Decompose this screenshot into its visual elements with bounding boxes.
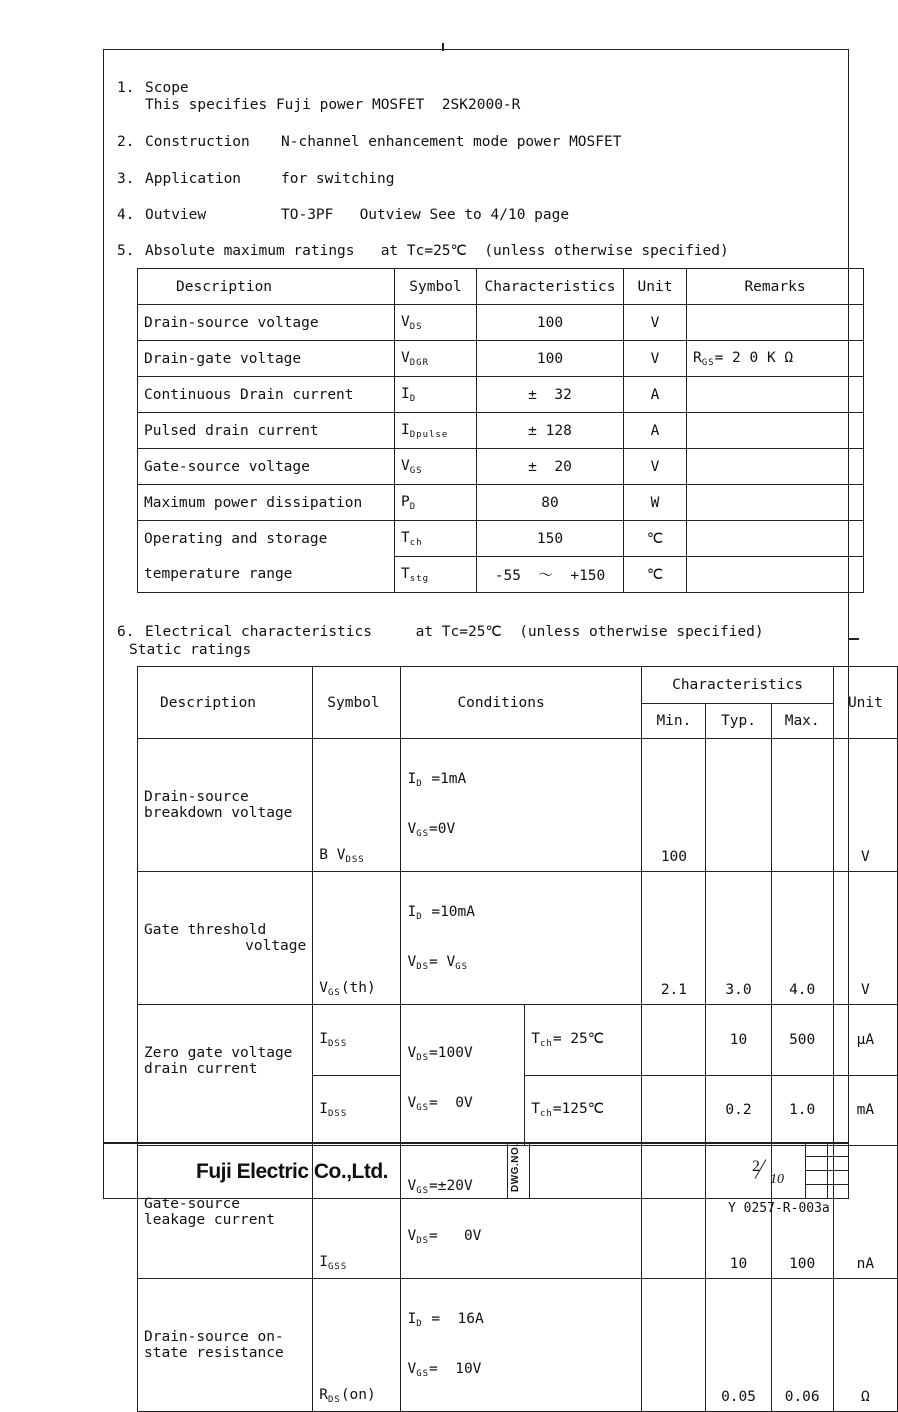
row-remarks: [687, 557, 864, 593]
section-2-title: Construction: [145, 134, 250, 150]
row-remarks: [687, 305, 864, 341]
section-3-value: for switching: [281, 171, 395, 187]
row-description: temperature range: [138, 557, 395, 593]
row-max: [771, 739, 833, 872]
table-row: [138, 557, 864, 593]
row-description: Continuous Drain current: [138, 377, 395, 413]
row-description: Maximum power dissipation: [138, 485, 395, 521]
row-symbol: $I_D$: [395, 377, 477, 413]
row-symbol: B $V_{DSS}$: [313, 739, 401, 872]
section-1-title: Scope: [145, 80, 189, 96]
table-row: [138, 739, 898, 872]
row-description: Gate-source leakage current: [138, 1146, 313, 1279]
document-reference: Y 0257-R-003a: [728, 1201, 830, 1216]
row-unit: ℃: [624, 521, 687, 557]
section-3-title: Application: [145, 171, 242, 187]
row-symbol: $P_D$: [395, 485, 477, 521]
header-min: Min.: [642, 704, 706, 739]
row-typ: 0.2: [706, 1075, 771, 1146]
row-description: Drain-gate voltage: [138, 341, 395, 377]
row-unit: nA: [833, 1146, 897, 1279]
row-value: 150: [477, 521, 624, 557]
section-2-number: 2.: [117, 134, 135, 150]
row-typ: 0.05: [706, 1279, 771, 1412]
row-description: Drain-source voltage: [138, 305, 395, 341]
row-description: Gate-source voltage: [138, 449, 395, 485]
company-name: Fuji Electric Co.,Ltd.: [196, 1160, 389, 1183]
table-row: [138, 449, 864, 485]
row-min: [642, 1075, 706, 1146]
row-description: Gate threshold voltage: [138, 872, 313, 1005]
header-symbol: Symbol: [313, 667, 401, 739]
row-conditions: $I_D =1mA$ $V_{GS}=0V$: [401, 739, 642, 872]
row-max: 1.0: [771, 1075, 833, 1146]
row-min: [642, 1005, 706, 1076]
row-temp-condition: $T_{ch}=125℃$: [525, 1075, 642, 1146]
row-conditions: $V_{GS}=\pm 20V$ $V_{DS}= 0V$: [401, 1146, 642, 1279]
header-description: Description: [138, 667, 313, 739]
page-total: 10: [770, 1172, 784, 1187]
drawing-number-label: DWG.NO.: [510, 1143, 521, 1192]
table-row: [138, 872, 898, 1005]
row-unit: mA: [833, 1075, 897, 1146]
row-unit: V: [833, 872, 897, 1005]
row-description: Pulsed drain current: [138, 413, 395, 449]
row-unit: A: [624, 377, 687, 413]
electrical-characteristics-table: [137, 666, 898, 1412]
row-symbol: $I_{GSS}$: [313, 1146, 401, 1279]
header-typ: Typ.: [706, 704, 771, 739]
header-unit: Unit: [833, 667, 897, 739]
section-6-title: Electrical characteristics at Tc=25℃ (unless otherwise specified): [145, 624, 764, 640]
row-conditions: $V_{DS}=100V$ $V_{GS}= 0V$: [401, 1005, 525, 1146]
row-min: [642, 1146, 706, 1279]
title-block-divider: [103, 1142, 849, 1144]
top-center-tick: [442, 43, 444, 51]
section-6-number: 6.: [117, 624, 135, 640]
table-row: [138, 485, 864, 521]
row-remarks: [687, 377, 864, 413]
row-unit: V: [624, 305, 687, 341]
row-value: 100: [477, 305, 624, 341]
page-number: 2: [752, 1158, 760, 1175]
row-min: 100: [642, 739, 706, 872]
right-edge-tick: [849, 638, 859, 640]
row-value: ± 20: [477, 449, 624, 485]
row-max: 4.0: [771, 872, 833, 1005]
section-5-number: 5.: [117, 243, 135, 259]
section-2-value: N-channel enhancement mode power MOSFET: [281, 134, 622, 150]
row-typ: [706, 739, 771, 872]
row-unit: A: [624, 413, 687, 449]
row-unit: μA: [833, 1005, 897, 1076]
table-header-row: [138, 667, 898, 704]
header-characteristics: Characteristics: [477, 269, 624, 305]
row-typ: 10: [706, 1005, 771, 1076]
row-value: 80: [477, 485, 624, 521]
header-conditions: Conditions: [401, 667, 642, 739]
row-symbol: $V_{DS}$: [395, 305, 477, 341]
row-symbol: $V_{GS}$: [395, 449, 477, 485]
revision-grid-line: [827, 1142, 828, 1198]
row-symbol: $R_{DS}(on)$: [313, 1279, 401, 1412]
table-row: [138, 377, 864, 413]
section-4-number: 4.: [117, 207, 135, 223]
row-value: ± 128: [477, 413, 624, 449]
table-row: [138, 413, 864, 449]
row-description: Drain-source on- state resistance: [138, 1279, 313, 1412]
row-description: Zero gate voltage drain current: [138, 1005, 313, 1146]
table-row: [138, 341, 864, 377]
header-description: Description: [138, 269, 395, 305]
row-max: 0.06: [771, 1279, 833, 1412]
row-unit: W: [624, 485, 687, 521]
row-description: Operating and storage: [138, 521, 395, 557]
row-unit: V: [833, 739, 897, 872]
section-1-text: This specifies Fuji power MOSFET 2SK2000-R: [145, 97, 521, 113]
row-remarks: [687, 485, 864, 521]
row-symbol: $T_{stg}$: [395, 557, 477, 593]
row-typ: 10: [706, 1146, 771, 1279]
row-symbol: $T_{ch}$: [395, 521, 477, 557]
header-remarks: Remarks: [687, 269, 864, 305]
table-header-row: [138, 269, 864, 305]
header-symbol: Symbol: [395, 269, 477, 305]
row-symbol: $I_{Dpulse}$: [395, 413, 477, 449]
table-row: [138, 305, 864, 341]
section-6-subtitle: Static ratings: [129, 642, 252, 658]
section-3-number: 3.: [117, 171, 135, 187]
row-conditions: $I_D = 16A$ $V_{GS}= 10V$: [401, 1279, 642, 1412]
section-4-value: TO-3PF Outview See to 4/10 page: [281, 207, 570, 223]
row-value: -55 ～ +150: [477, 557, 624, 593]
row-value: 100: [477, 341, 624, 377]
row-value: ± 32: [477, 377, 624, 413]
section-1-number: 1.: [117, 80, 135, 96]
absolute-max-ratings-table: [137, 268, 864, 593]
row-remarks: [687, 413, 864, 449]
row-temp-condition: $T_{ch}=$ 25℃: [525, 1005, 642, 1076]
row-min: 2.1: [642, 872, 706, 1005]
row-max: 100: [771, 1146, 833, 1279]
row-symbol: $V_{GS}(th)$: [313, 872, 401, 1005]
row-symbol: $I_{DSS}$: [313, 1005, 401, 1076]
row-remarks: [687, 521, 864, 557]
row-min: [642, 1279, 706, 1412]
row-remarks: $R_{GS}= 2$ 0 K Ω: [687, 341, 864, 377]
table-row: [138, 521, 864, 557]
row-conditions: $I_D =10mA$ $V_{DS}= V_{GS}$: [401, 872, 642, 1005]
header-max: Max.: [771, 704, 833, 739]
section-5-title: Absolute maximum ratings at Tc=25℃ (unless otherwise specified): [145, 243, 729, 259]
header-unit: Unit: [624, 269, 687, 305]
row-unit: ℃: [624, 557, 687, 593]
row-unit: V: [624, 341, 687, 377]
header-characteristics: Characteristics: [642, 667, 833, 704]
table-row: [138, 1005, 898, 1076]
table-row: [138, 1279, 898, 1412]
row-typ: 3.0: [706, 872, 771, 1005]
section-4-title: Outview: [145, 207, 207, 223]
row-unit: V: [624, 449, 687, 485]
row-unit: Ω: [833, 1279, 897, 1412]
row-symbol: $I_{DSS}$: [313, 1075, 401, 1146]
row-remarks: [687, 449, 864, 485]
row-max: 500: [771, 1005, 833, 1076]
row-symbol: $V_{DGR}$: [395, 341, 477, 377]
row-description: Drain-source breakdown voltage: [138, 739, 313, 872]
